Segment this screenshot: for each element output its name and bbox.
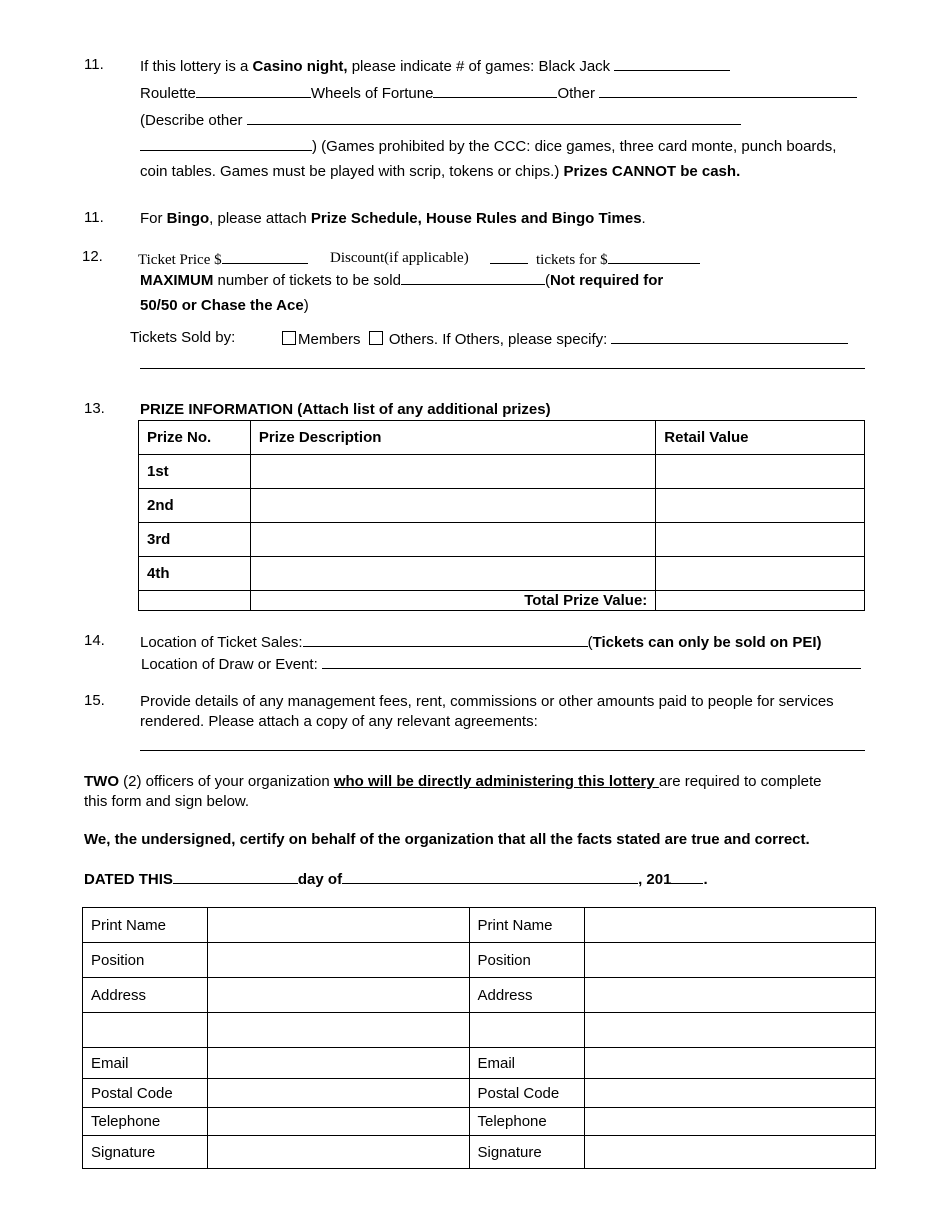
tickets-for-field[interactable]: [608, 249, 700, 264]
officer2-position-field[interactable]: [585, 943, 876, 978]
wheels-field[interactable]: [433, 83, 557, 98]
table-row: [139, 489, 865, 523]
officer2-label: Postal Code: [469, 1079, 585, 1108]
other-games-field[interactable]: [599, 83, 857, 98]
sold-by-options: Members Others. If Others, please specify:: [282, 329, 848, 349]
total-row: [139, 591, 865, 611]
officer1-label: [83, 1013, 208, 1048]
describe-other-field[interactable]: [247, 110, 741, 125]
prize-rank: 1st: [139, 455, 251, 489]
table-row: [83, 943, 876, 978]
tickets-sold-by-label: Tickets Sold by:: [130, 329, 236, 346]
officer1-address-field-2[interactable]: [207, 1013, 469, 1048]
officer1-address-field[interactable]: [207, 978, 469, 1013]
officers-line1: TWO (2) officers of your organization who will be directly administering this lottery are required to complete: [84, 773, 822, 790]
certify-statement: We, the undersigned, certify on behalf of the organization that all the facts stated are true and correct.: [84, 831, 810, 848]
officer1-print-name-field[interactable]: [207, 908, 469, 943]
table-row: [139, 557, 865, 591]
q12-fifty-line: 50/50 or Chase the Ace): [140, 297, 309, 314]
ticket-price-label: Ticket Price $: [138, 249, 308, 269]
dated-month-field[interactable]: [342, 869, 638, 884]
dated-year-field[interactable]: [671, 869, 703, 884]
officer2-label: [469, 1013, 585, 1048]
table-row: [83, 1136, 876, 1169]
officer1-label: Email: [83, 1048, 208, 1079]
prize-rank: 3rd: [139, 523, 251, 557]
prize-description-header: Prize Description: [250, 421, 655, 455]
prize-table-header: [139, 421, 865, 455]
q12-number: 12.: [82, 248, 103, 265]
table-row: [83, 1079, 876, 1108]
officer2-address-field[interactable]: [585, 978, 876, 1013]
dated-line: DATED THIS day of , 201 .: [84, 871, 708, 888]
q12-max-line: MAXIMUM number of tickets to be sold (Not required for: [140, 272, 664, 289]
roulette-field[interactable]: [196, 83, 311, 98]
table-row: [83, 978, 876, 1013]
dated-day-field[interactable]: [173, 869, 298, 884]
retail-value-header: Retail Value: [656, 421, 865, 455]
retail-value-cell[interactable]: [656, 489, 865, 523]
q15-line1: Provide details of any management fees, rent, commissions or other amounts paid to people for services: [140, 693, 834, 710]
officer1-label: Telephone: [83, 1108, 208, 1136]
officer1-label: Print Name: [83, 908, 208, 943]
table-row: [83, 908, 876, 943]
q11a-number: 11.: [84, 56, 104, 73]
max-tickets-field[interactable]: [401, 270, 545, 285]
total-prize-value-label: Total Prize Value:: [250, 591, 655, 611]
table-row: [139, 455, 865, 489]
officer2-telephone-field[interactable]: [585, 1108, 876, 1136]
q13-number: 13.: [84, 400, 105, 417]
officers-line2: this form and sign below.: [84, 793, 250, 810]
officer2-signature-field[interactable]: [585, 1136, 876, 1169]
officer1-label: Position: [83, 943, 208, 978]
total-prize-value-cell[interactable]: [656, 591, 865, 611]
q11a-line5: coin tables. Games must be played with scrip, tokens or chips.) Prizes CANNOT be cash.: [140, 163, 741, 180]
table-row: [139, 523, 865, 557]
blackjack-field[interactable]: [614, 56, 730, 71]
officer2-postal-code-field[interactable]: [585, 1079, 876, 1108]
total-empty-cell: [139, 591, 251, 611]
officer2-label: Print Name: [469, 908, 585, 943]
describe-other-field-2[interactable]: [140, 136, 312, 151]
q11a-line4: ) (Games prohibited by the CCC: dice games, three card monte, punch boards,: [140, 136, 836, 156]
prize-description-cell[interactable]: [250, 523, 655, 557]
officer2-label: Signature: [469, 1136, 585, 1169]
discount-label: Discount(if applicable): [330, 250, 469, 266]
discount-qty: [490, 249, 528, 269]
retail-value-cell[interactable]: [656, 523, 865, 557]
prize-rank: 4th: [139, 557, 251, 591]
officer2-label: Position: [469, 943, 585, 978]
prize-table: [138, 420, 865, 611]
q11a-line3: (Describe other: [140, 110, 741, 130]
discount-qty-field[interactable]: [490, 249, 528, 264]
q11a-line1: If this lottery is a Casino night, please indicate # of games: Black Jack: [140, 56, 730, 76]
prize-no-header: Prize No.: [139, 421, 251, 455]
location-sales-field[interactable]: [303, 632, 588, 647]
others-specify-field[interactable]: [611, 329, 848, 344]
location-draw-field[interactable]: [322, 654, 861, 669]
officer2-label: Email: [469, 1048, 585, 1079]
q11b-number: 11.: [84, 209, 104, 226]
officer1-label: Postal Code: [83, 1079, 208, 1108]
officer1-postal-code-field[interactable]: [207, 1079, 469, 1108]
others-specify-line-2[interactable]: [140, 368, 865, 369]
prize-description-cell[interactable]: [250, 489, 655, 523]
table-row: [83, 1108, 876, 1136]
location-sales-line: Location of Ticket Sales: (Tickets can only be sold on PEI): [140, 634, 822, 651]
officer1-email-field[interactable]: [207, 1048, 469, 1079]
officer1-label: Address: [83, 978, 208, 1013]
q15-line2: rendered. Please attach a copy of any relevant agreements:: [140, 713, 538, 730]
signature-table: [82, 907, 876, 1169]
q11b-line: For Bingo, please attach Prize Schedule, House Rules and Bingo Times.: [140, 210, 646, 227]
officer2-label: Address: [469, 978, 585, 1013]
members-checkbox[interactable]: [282, 331, 296, 345]
tickets-for-label: tickets for $: [536, 249, 700, 269]
prize-description-cell[interactable]: [250, 455, 655, 489]
prize-description-cell[interactable]: [250, 557, 655, 591]
officer1-position-field[interactable]: [207, 943, 469, 978]
q11a-line2: Roulette Wheels of Fortune Other: [140, 83, 857, 103]
officer1-label: Signature: [83, 1136, 208, 1169]
prize-rank: 2nd: [139, 489, 251, 523]
table-row: [83, 1048, 876, 1079]
officer2-email-field[interactable]: [585, 1048, 876, 1079]
q15-details-field[interactable]: [140, 750, 865, 751]
table-row: [83, 1013, 876, 1048]
q14-number: 14.: [84, 632, 105, 649]
others-checkbox[interactable]: [369, 331, 383, 345]
officer2-address-field-2[interactable]: [585, 1013, 876, 1048]
officer1-telephone-field[interactable]: [207, 1108, 469, 1136]
retail-value-cell[interactable]: [656, 455, 865, 489]
officer1-signature-field[interactable]: [207, 1136, 469, 1169]
q15-number: 15.: [84, 692, 105, 709]
officer2-print-name-field[interactable]: [585, 908, 876, 943]
retail-value-cell[interactable]: [656, 557, 865, 591]
officer2-label: Telephone: [469, 1108, 585, 1136]
prize-info-heading: PRIZE INFORMATION (Attach list of any additional prizes): [140, 401, 551, 418]
location-draw-line: Location of Draw or Event:: [141, 654, 861, 674]
ticket-price-field[interactable]: [222, 249, 308, 264]
